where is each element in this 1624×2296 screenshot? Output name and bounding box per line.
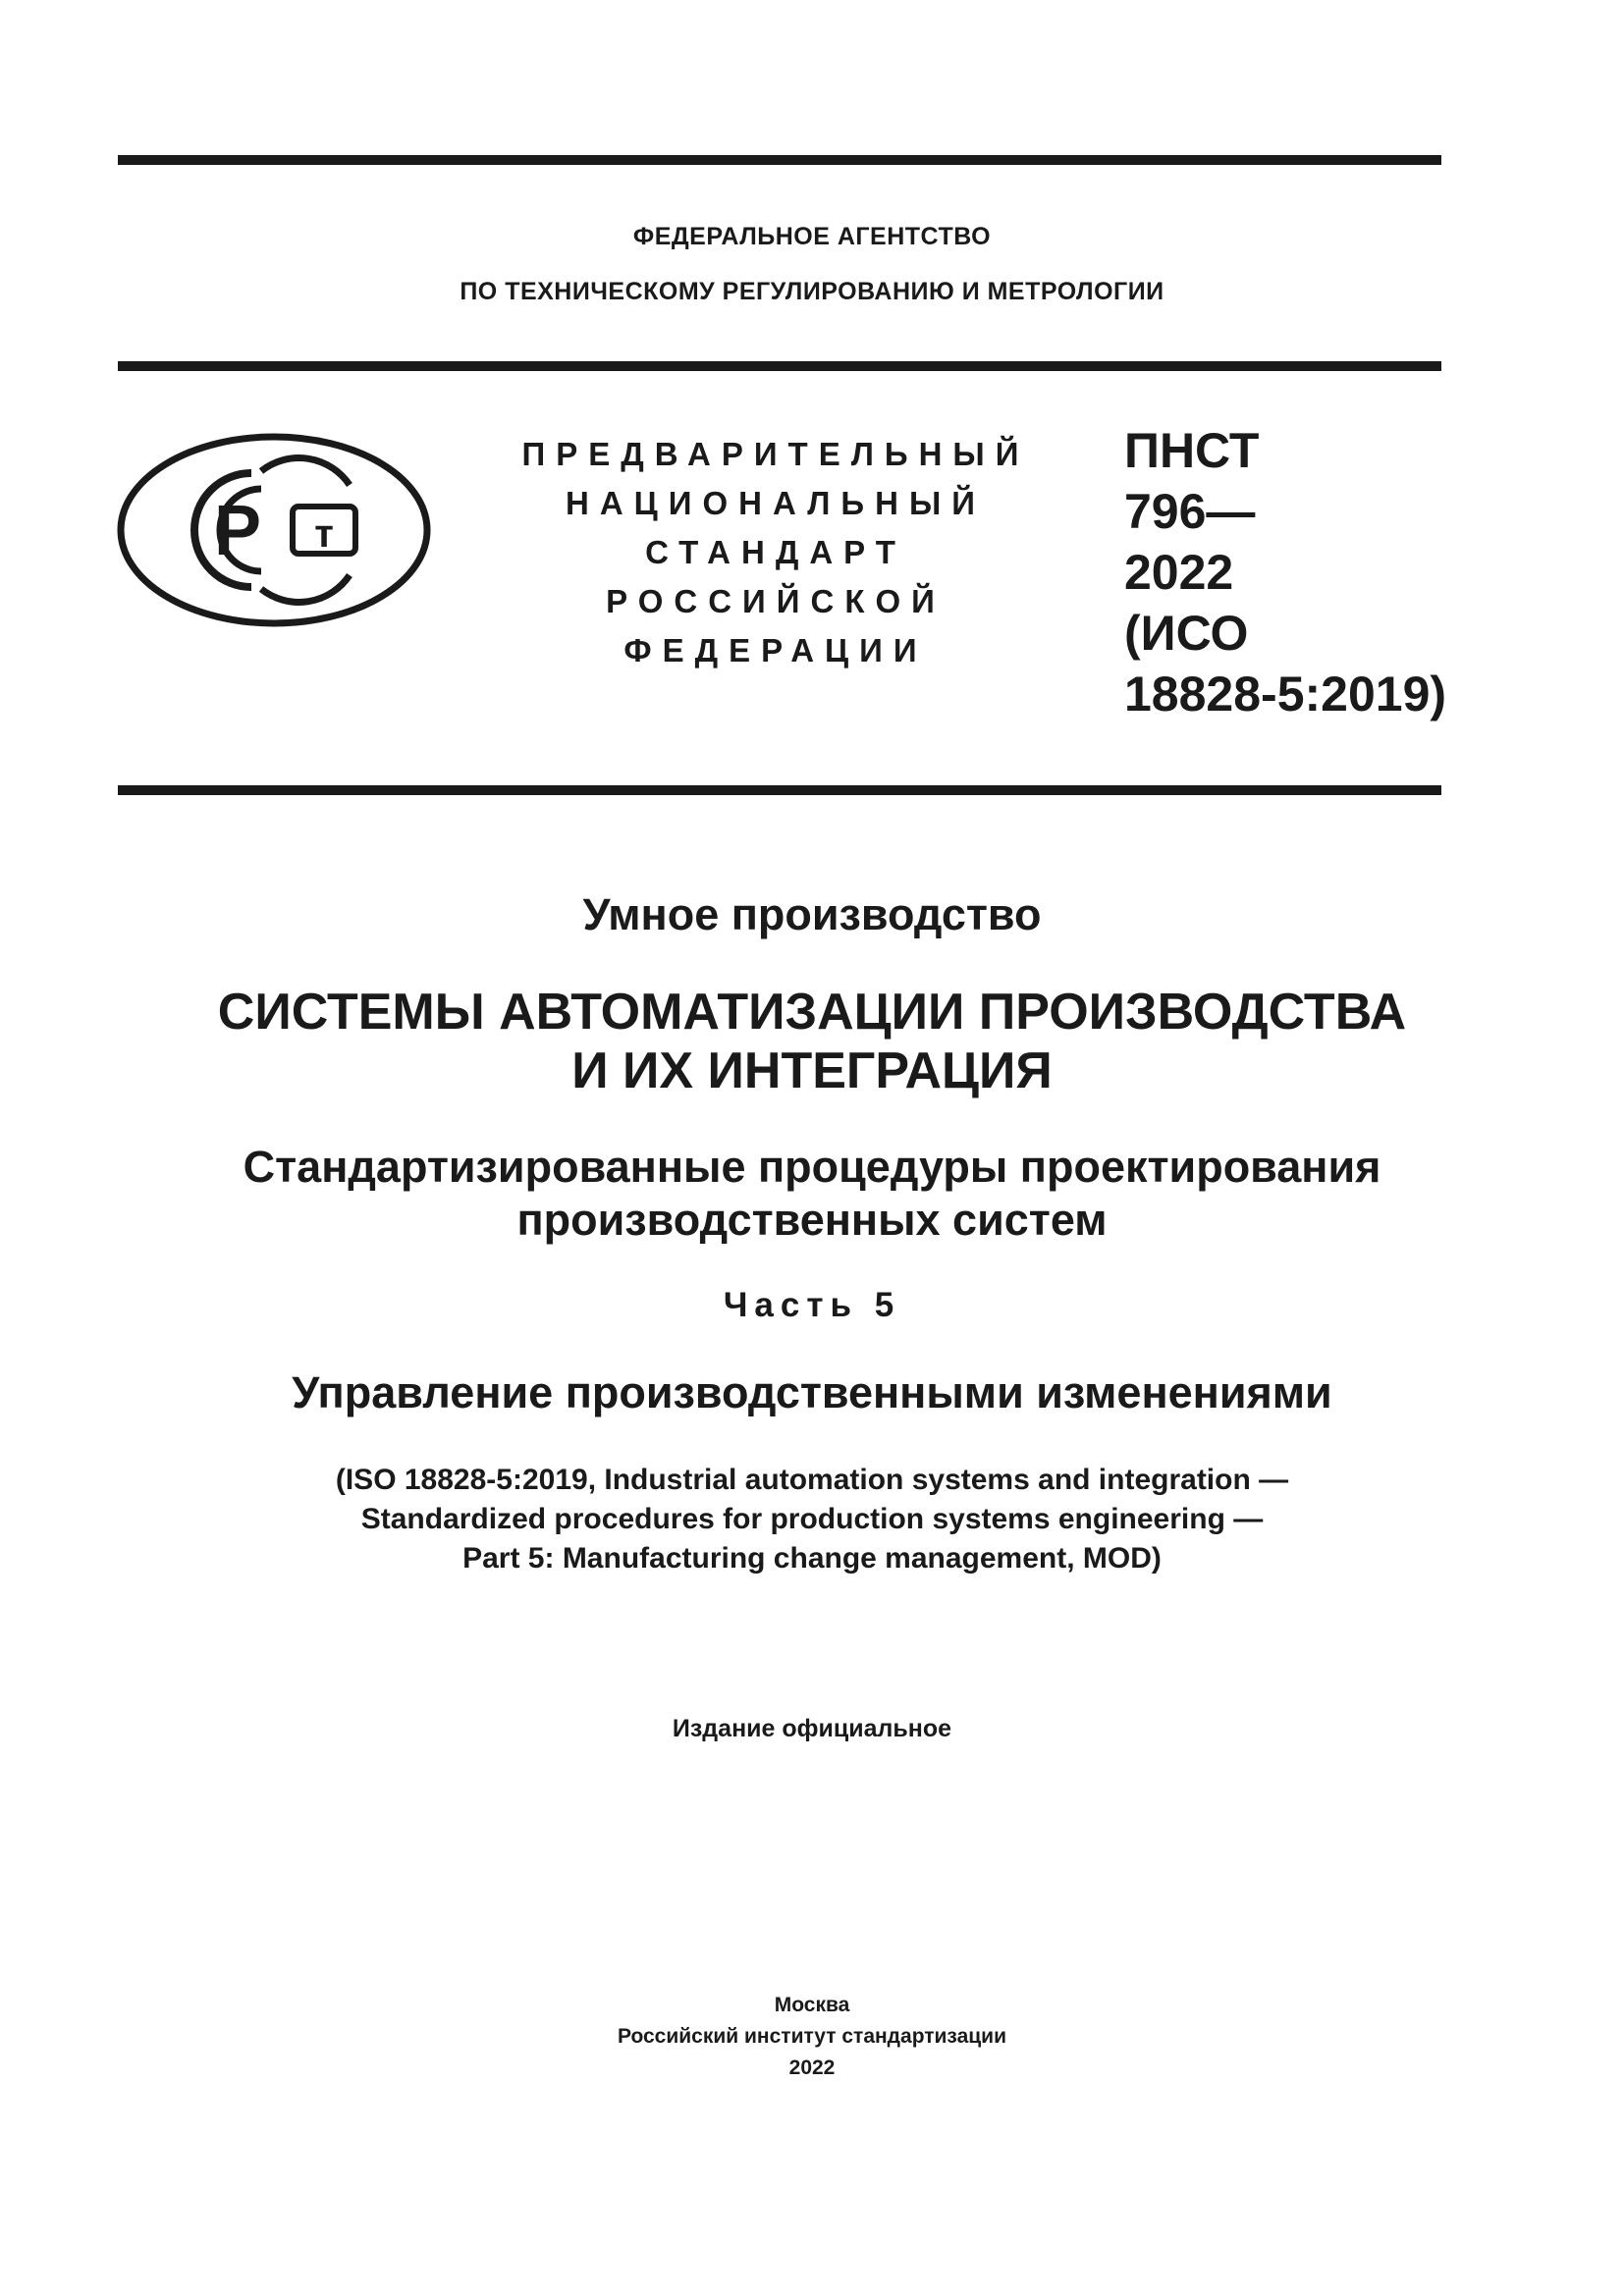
imprint: Москва Российский институт стандартизации 2022 (617, 1994, 1007, 2079)
standard-type-line: ПРЕДВАРИТЕЛЬНЫЙ (521, 436, 1030, 472)
svg-text:т: т (314, 512, 334, 556)
top-rule (118, 155, 1441, 165)
header-rule (118, 361, 1441, 371)
standard-type (511, 430, 1041, 675)
svg-text:P: P (213, 492, 262, 570)
subject-title: Умное производство (582, 889, 1042, 939)
gost-r-logo (116, 432, 432, 628)
standard-type-line: ФЕДЕРАЦИИ (623, 632, 928, 668)
standard-type-line: РОССИЙСКОЙ (606, 583, 946, 619)
part-title: Управление производственными изменениями (292, 1367, 1332, 1417)
standard-designation: ПНСТ 796— 2022 (ИСО 18828-5:2019) (1124, 423, 1447, 721)
iso-reference: (ISO 18828-5:2019, Industrial automation systems and integration — Standardized procedures for production systems engineering — Part 5: Manufacturing change management, MOD) (335, 1464, 1289, 1575)
main-title: СИСТЕМЫ АВТОМАТИЗАЦИИ ПРОИЗВОДСТВА И ИХ ИНТЕГРАЦИЯ (217, 984, 1407, 1099)
standard-type-line: СТАНДАРТ (645, 534, 906, 570)
edition-label: Издание официальное (672, 1715, 952, 1742)
standard-type-line: НАЦИОНАЛЬНЫЙ (566, 485, 986, 521)
agency-line-2: ПО ТЕХНИЧЕСКОМУ РЕГУЛИРОВАНИЮ И МЕТРОЛОГИИ (460, 278, 1164, 305)
sub-title: Стандартизированные процедуры проектирования производственных систем (243, 1142, 1381, 1245)
part-number: Часть 5 (723, 1286, 901, 1324)
agency-line-1: ФЕДЕРАЛЬНОЕ АГЕНТСТВО (632, 223, 992, 250)
designation-rule (118, 785, 1441, 795)
